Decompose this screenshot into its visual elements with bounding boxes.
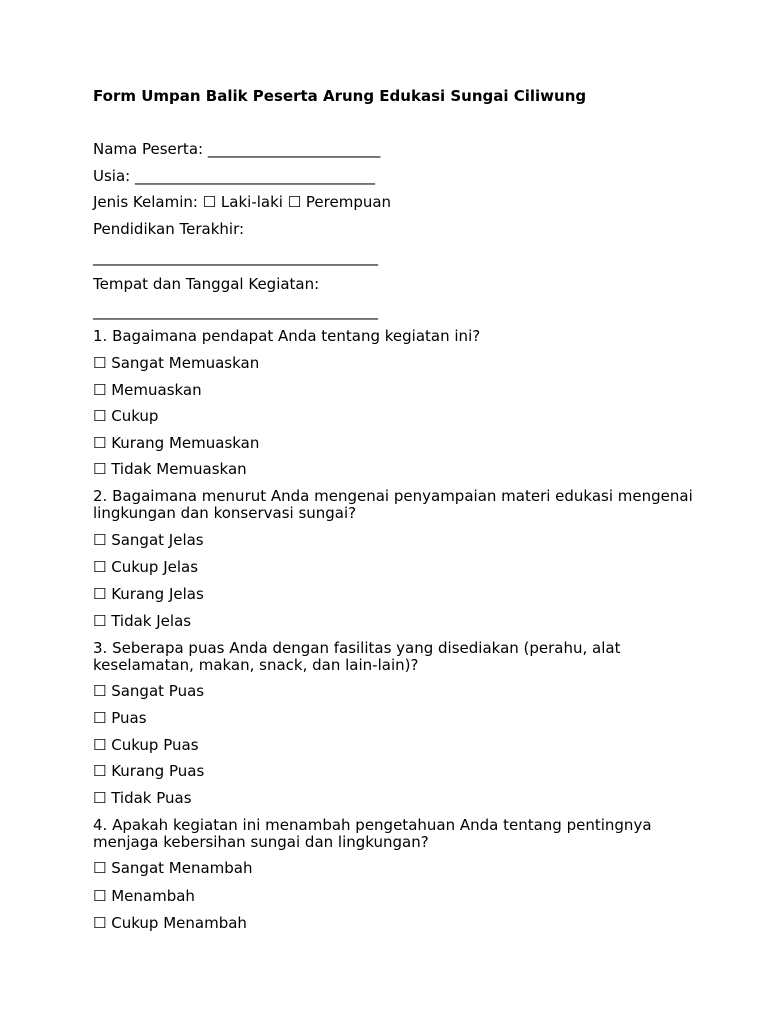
q1-option: ☐ Kurang Memuaskan <box>93 434 260 452</box>
field-tempat-line: ______________________________________ <box>93 302 378 320</box>
field-pendidikan-line: ______________________________________ <box>93 248 378 266</box>
form-title: Form Umpan Balik Peserta Arung Edukasi Sungai Ciliwung <box>93 87 587 105</box>
question-2: 2. Bagaimana menurut Anda mengenai penyampaian materi edukasi mengenai lingkungan dan konservasi sungai? <box>93 487 693 522</box>
q3-option: ☐ Cukup Puas <box>93 736 199 754</box>
field-tempat-label: Tempat dan Tanggal Kegiatan: <box>93 275 320 293</box>
question-4: 4. Apakah kegiatan ini menambah pengetahuan Anda tentang pentingnya menjaga kebersihan sungai dan lingkungan? <box>93 816 652 851</box>
q2-option: ☐ Cukup Jelas <box>93 558 199 576</box>
q4-option: ☐ Cukup Menambah <box>93 914 247 932</box>
question-3: 3. Seberapa puas Anda dengan fasilitas yang disediakan (perahu, alat keselamatan, makan, snack, dan lain-lain)? <box>93 639 621 674</box>
q1-option: ☐ Sangat Memuaskan <box>93 354 260 372</box>
field-usia: Usia: ________________________________ <box>93 167 375 185</box>
q1-option: ☐ Tidak Memuaskan <box>93 460 247 478</box>
q2-option: ☐ Kurang Jelas <box>93 585 204 603</box>
q2-option: ☐ Sangat Jelas <box>93 531 204 549</box>
q4-option: ☐ Menambah <box>93 887 195 905</box>
q3-option: ☐ Kurang Puas <box>93 762 205 780</box>
q1-option: ☐ Cukup <box>93 407 159 425</box>
q3-option: ☐ Tidak Puas <box>93 789 192 807</box>
field-pendidikan-label: Pendidikan Terakhir: <box>93 220 245 238</box>
question-1: 1. Bagaimana pendapat Anda tentang kegiatan ini? <box>93 327 481 345</box>
field-nama-peserta: Nama Peserta: _______________________ <box>93 140 381 158</box>
q3-option: ☐ Puas <box>93 709 147 727</box>
q1-option: ☐ Memuaskan <box>93 381 202 399</box>
q3-option: ☐ Sangat Puas <box>93 682 205 700</box>
q2-option: ☐ Tidak Jelas <box>93 612 192 630</box>
field-jenis-kelamin: Jenis Kelamin: ☐ Laki-laki ☐ Perempuan <box>93 193 392 211</box>
q4-option: ☐ Sangat Menambah <box>93 859 253 877</box>
